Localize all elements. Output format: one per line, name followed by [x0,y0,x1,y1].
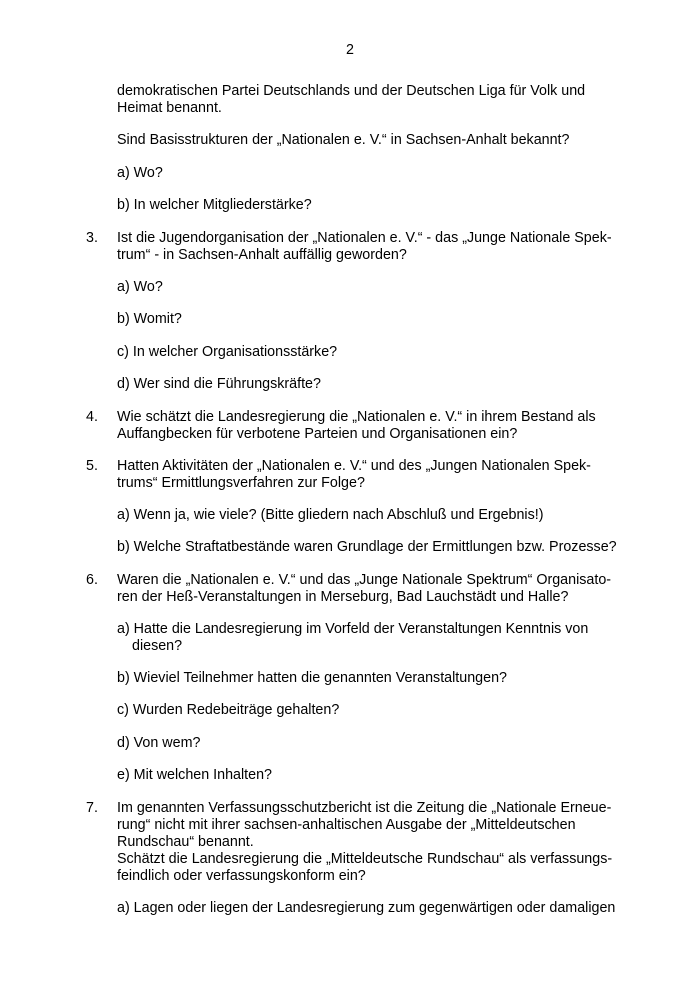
text-line: demokratischen Partei Deutschlands und der Deutschen Liga für Volk und [117,83,586,99]
question-text: Im genannten Verfassungsschutzbericht ist die Zeitung die „Nationale Erneue- [117,800,612,816]
sub-question: b) Welche Straftatbestände waren Grundlage der Ermittlungen bzw. Prozesse? [117,539,617,555]
sub-question: c) In welcher Organisationsstärke? [117,344,338,360]
question-number: 3. [86,230,98,246]
question-text: Ist die Jugendorganisation der „Nationalen e. V.“ - das „Junge Nationale Spek- [117,230,612,246]
question-number: 7. [86,800,98,816]
sub-question: d) Von wem? [117,735,201,751]
sub-question: e) Mit welchen Inhalten? [117,767,272,783]
question-text: ren der Heß-Veranstaltungen in Merseburg, Bad Lauchstädt und Halle? [117,589,569,605]
sub-question: b) Wieviel Teilnehmer hatten die genannten Veranstaltungen? [117,670,507,686]
question-text: Sind Basisstrukturen der „Nationalen e. V.“ in Sachsen-Anhalt bekannt? [117,132,570,148]
question-text: trums“ Ermittlungsverfahren zur Folge? [117,475,365,491]
question-text: feindlich oder verfassungskonform ein? [117,868,366,884]
sub-question: c) Wurden Redebeiträge gehalten? [117,702,340,718]
page-number: 2 [346,42,354,58]
question-number: 4. [86,409,98,425]
question-text: trum“ - in Sachsen-Anhalt auffällig geworden? [117,247,407,263]
question-number: 5. [86,458,98,474]
question-text: Wie schätzt die Landesregierung die „Nationalen e. V.“ in ihrem Bestand als [117,409,596,425]
question-text: Rundschau“ benannt. [117,834,254,850]
question-text: Schätzt die Landesregierung die „Mitteldeutsche Rundschau“ als verfassungs- [117,851,613,867]
sub-question: a) Lagen oder liegen der Landesregierung zum gegenwärtigen oder damaligen [117,900,616,916]
sub-question: a) Wo? [117,165,163,181]
sub-question: b) In welcher Mitgliederstärke? [117,197,312,213]
sub-question: a) Hatte die Landesregierung im Vorfeld der Veranstaltungen Kenntnis von [117,621,589,637]
sub-question: d) Wer sind die Führungskräfte? [117,376,321,392]
sub-question: a) Wo? [117,279,163,295]
question-text: Auffangbecken für verbotene Parteien und Organisationen ein? [117,426,518,442]
sub-question-continuation: diesen? [132,638,183,654]
sub-question: b) Womit? [117,311,182,327]
question-number: 6. [86,572,98,588]
question-text: rung“ nicht mit ihrer sachsen-anhaltischen Ausgabe der „Mitteldeutschen [117,817,576,833]
question-text: Waren die „Nationalen e. V.“ und das „Junge Nationale Spektrum“ Organisato- [117,572,612,588]
question-text: Hatten Aktivitäten der „Nationalen e. V.“ und des „Jungen Nationalen Spek- [117,458,591,474]
text-line: Heimat benannt. [117,100,222,116]
sub-question: a) Wenn ja, wie viele? (Bitte gliedern nach Abschluß und Ergebnis!) [117,507,544,523]
sub-question [117,638,627,655]
